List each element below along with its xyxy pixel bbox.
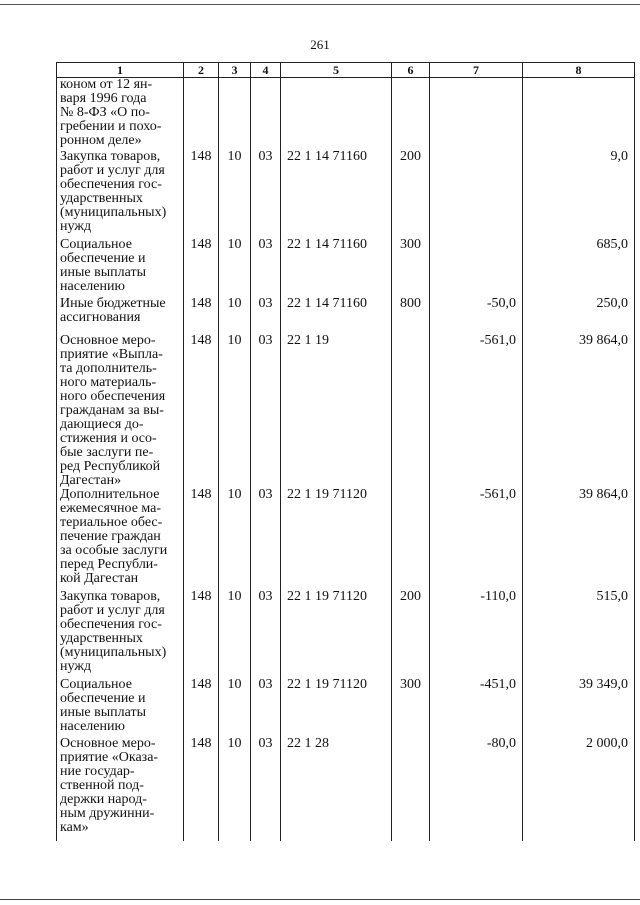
cell-col2: 148 bbox=[184, 297, 219, 334]
cell-col6: 200 bbox=[392, 150, 430, 238]
cell-col6 bbox=[392, 78, 430, 151]
cell-col8: 39 349,0 bbox=[523, 678, 635, 737]
row-description: Закупка товаров, работ и услуг для обеспечения гос- ударственных (муниципальных) нужд bbox=[57, 590, 184, 678]
row-description: Дополнительное ежемесячное ма- териальное обес- печение граждан за особые заслуги перед Республи- кой Дагестан bbox=[57, 488, 184, 590]
cell-col8: 9,0 bbox=[523, 150, 635, 238]
cell-col5: 22 1 14 71160 bbox=[281, 238, 392, 297]
table-row bbox=[57, 78, 635, 151]
cell-col6: 300 bbox=[392, 238, 430, 297]
cell-col3: 10 bbox=[219, 590, 251, 678]
page-number: 261 bbox=[310, 37, 330, 52]
cell-col5: 22 1 19 71120 bbox=[281, 678, 392, 737]
column-header: 4 bbox=[251, 63, 281, 78]
cell-col4: 03 bbox=[251, 150, 281, 238]
row-description: Иные бюджетные ассигнования bbox=[57, 297, 184, 334]
cell-col7: -451,0 bbox=[430, 678, 523, 737]
cell-col2: 148 bbox=[184, 678, 219, 737]
column-header: 2 bbox=[184, 63, 219, 78]
cell-col5: 22 1 19 bbox=[281, 334, 392, 488]
cell-col7: -110,0 bbox=[430, 590, 523, 678]
cell-col2 bbox=[184, 78, 219, 151]
cell-col8 bbox=[523, 78, 635, 151]
cell-col8: 250,0 bbox=[523, 297, 635, 334]
cell-col4: 03 bbox=[251, 488, 281, 590]
cell-col2: 148 bbox=[184, 238, 219, 297]
cell-col3: 10 bbox=[219, 488, 251, 590]
cell-col6 bbox=[392, 488, 430, 590]
cell-col8: 39 864,0 bbox=[523, 334, 635, 488]
cell-col8: 685,0 bbox=[523, 238, 635, 297]
column-header: 1 bbox=[57, 63, 184, 78]
row-description: Основное меро- приятие «Выпла- та дополнитель- ного материаль- ного обеспечения гражданам за вы- дающиеся до- стижения и осо- бые заслуги пе- ред Республикой Дагестан» bbox=[57, 334, 184, 488]
cell-col8: 515,0 bbox=[523, 590, 635, 678]
cell-col7: -80,0 bbox=[430, 737, 523, 841]
top-edge-line bbox=[0, 4, 640, 5]
row-description: Основное меро- приятие «Оказа- ние государ- ственной под- держки народ- ным дружинни- кам» bbox=[57, 737, 184, 841]
cell-col4: 03 bbox=[251, 334, 281, 488]
cell-col8: 39 864,0 bbox=[523, 488, 635, 590]
cell-col2: 148 bbox=[184, 150, 219, 238]
cell-col2: 148 bbox=[184, 737, 219, 841]
row-description: Социальное обеспечение и иные выплаты населению bbox=[57, 238, 184, 297]
row-description: Социальное обеспечение и иные выплаты населению bbox=[57, 678, 184, 737]
cell-col5: 22 1 14 71160 bbox=[281, 150, 392, 238]
row-description: Закупка товаров, работ и услуг для обеспечения гос- ударственных (муниципальных) нужд bbox=[57, 150, 184, 238]
column-header: 8 bbox=[523, 63, 635, 78]
table-row bbox=[57, 297, 635, 334]
cell-col3 bbox=[219, 78, 251, 151]
cell-col4 bbox=[251, 78, 281, 151]
table-row bbox=[57, 334, 635, 488]
cell-col5: 22 1 19 71120 bbox=[281, 488, 392, 590]
column-header: 7 bbox=[430, 63, 523, 78]
cell-col6: 800 bbox=[392, 297, 430, 334]
cell-col2: 148 bbox=[184, 488, 219, 590]
cell-col4: 03 bbox=[251, 297, 281, 334]
cell-col4: 03 bbox=[251, 238, 281, 297]
budget-table bbox=[56, 62, 635, 841]
cell-col3: 10 bbox=[219, 297, 251, 334]
cell-col6: 300 bbox=[392, 678, 430, 737]
cell-col7: -561,0 bbox=[430, 488, 523, 590]
cell-col5 bbox=[281, 78, 392, 151]
cell-col7 bbox=[430, 238, 523, 297]
cell-col7 bbox=[430, 150, 523, 238]
cell-col3: 10 bbox=[219, 737, 251, 841]
table-row bbox=[57, 737, 635, 841]
cell-col4: 03 bbox=[251, 678, 281, 737]
column-header: 5 bbox=[281, 63, 392, 78]
cell-col4: 03 bbox=[251, 590, 281, 678]
cell-col2: 148 bbox=[184, 590, 219, 678]
table-row bbox=[57, 590, 635, 678]
cell-col3: 10 bbox=[219, 238, 251, 297]
row-description: коном от 12 ян- варя 1996 года № 8-ФЗ «О по- гребении и похо- ронном деле» bbox=[57, 78, 184, 151]
cell-col7: -50,0 bbox=[430, 297, 523, 334]
table-header-row bbox=[57, 63, 635, 78]
cell-col4: 03 bbox=[251, 737, 281, 841]
cell-col3: 10 bbox=[219, 678, 251, 737]
cell-col3: 10 bbox=[219, 150, 251, 238]
cell-col5: 22 1 19 71120 bbox=[281, 590, 392, 678]
cell-col6: 200 bbox=[392, 590, 430, 678]
table-row bbox=[57, 150, 635, 238]
column-header: 6 bbox=[392, 63, 430, 78]
table-row bbox=[57, 488, 635, 590]
cell-col5: 22 1 28 bbox=[281, 737, 392, 841]
cell-col7 bbox=[430, 78, 523, 151]
cell-col8: 2 000,0 bbox=[523, 737, 635, 841]
cell-col3: 10 bbox=[219, 334, 251, 488]
cell-col7: -561,0 bbox=[430, 334, 523, 488]
cell-col5: 22 1 14 71160 bbox=[281, 297, 392, 334]
column-header: 3 bbox=[219, 63, 251, 78]
bottom-edge-line bbox=[0, 899, 640, 900]
cell-col6 bbox=[392, 737, 430, 841]
table-row bbox=[57, 678, 635, 737]
cell-col2: 148 bbox=[184, 334, 219, 488]
cell-col6 bbox=[392, 334, 430, 488]
table-row bbox=[57, 238, 635, 297]
